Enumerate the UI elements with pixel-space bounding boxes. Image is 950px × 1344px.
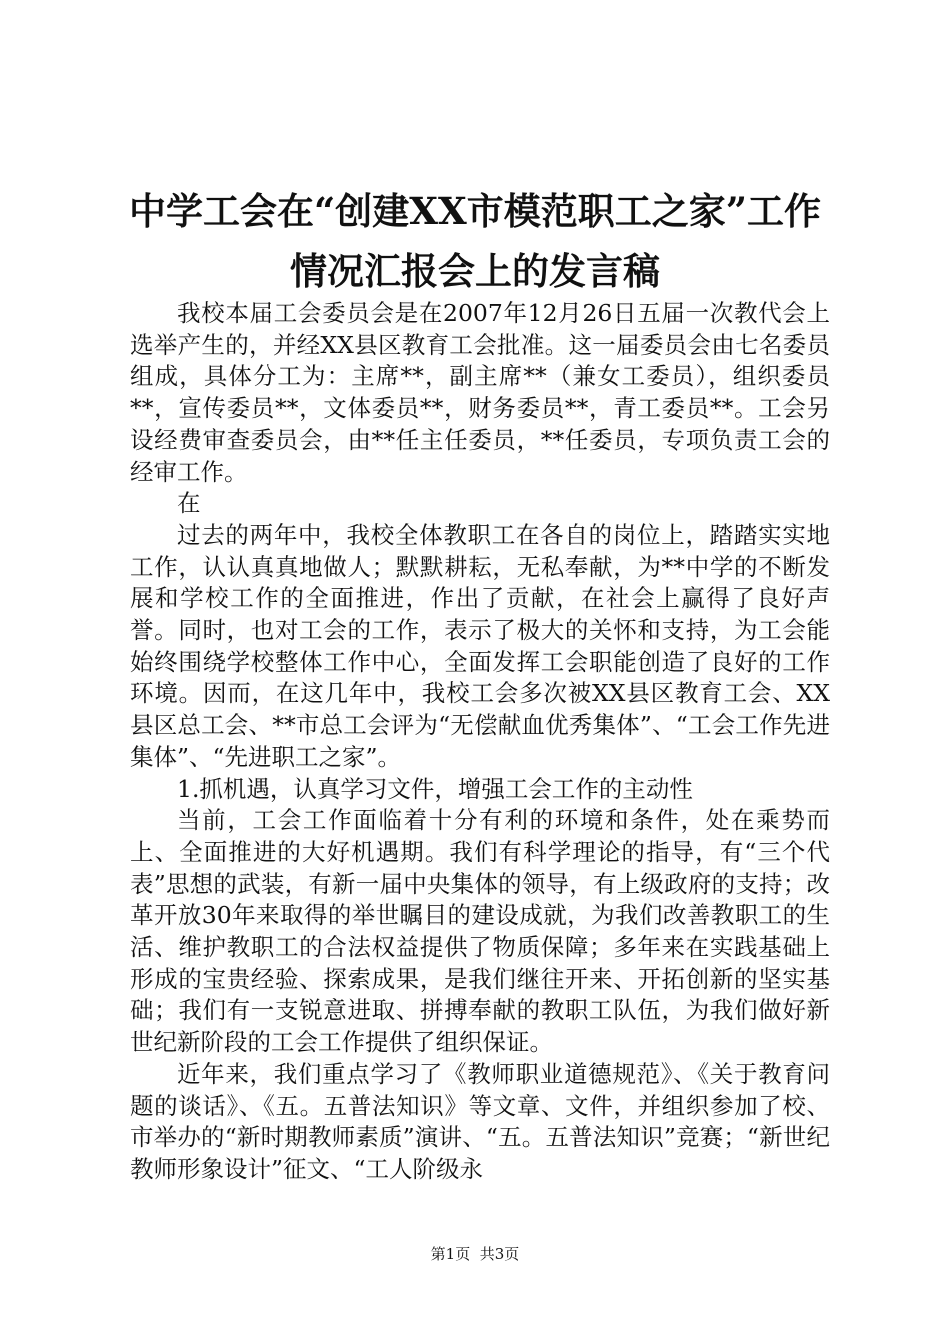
paragraph: 近年来，我们重点学习了《教师职业道德规范》、《关于教育问题的谈话》、《五。五普法知识》等文章、文件，并组织参加了校、市举办的“新时期教师素质”演讲、“五。五普法知识”竞赛；“新世纪教师形象设计”征文、“工人阶级永 xyxy=(130,1059,830,1183)
document-title-line-2: 情况汇报会上的发言稿 xyxy=(290,249,660,293)
page-total: 共3页 xyxy=(479,1245,520,1263)
document-title-line-1: 中学工会在“创建XX市模范职工之家”工作 xyxy=(129,189,821,233)
paragraph: 在 xyxy=(177,489,201,518)
paragraph: 当前，工会工作面临着十分有利的环境和条件，处在乘势而上、全面推进的大好机遇期。我们有科学理论的指导，有“三个代表”思想的武装，有新一届中央集体的领导，有上级政府的支持；改革开放30年来取得的举世瞩目的建设成就，为我们改善教职工的生活、维护教职工的合法权益提供了物质保障；多年来在实践基础上形成的宝贵经验、探索成果，是我们继往开来、开拓创新的坚实基础；我们有一支锐意进取、拼搏奉献的教职工队伍，为我们做好新世纪新阶段的工会工作提供了组织保证。 xyxy=(130,806,830,1057)
paragraph: 我校本届工会委员会是在2007年12月26日五届一次教代会上选举产生的，并经XX县区教育工会批准。这一届委员会由七名委员组成，具体分工为：主席**，副主席**（兼女工委员），组织委员**，宣传委员**，文体委员**，财务委员**，青工委员**。工会另设经费审查委员会，由**任主任委员，**任委员，专项负责工会的经审工作。 xyxy=(130,299,830,486)
section-heading: 1.抓机遇，认真学习文件，增强工会工作的主动性 xyxy=(177,774,693,803)
paragraph: 过去的两年中，我校全体教职工在各自的岗位上，踏踏实实地工作，认认真真地做人；默默耕耘，无私奉献，为**中学的不断发展和学校工作的全面推进，作出了贡献，在社会上赢得了良好声誉。同时，也对工会的工作，表示了极大的关怀和支持，为工会能始终围绕学校整体工作中心，全面发挥工会职能创造了良好的工作环境。因而，在这几年中，我校工会多次被XX县区教育工会、XX县区总工会、**市总工会评为“无偿献血优秀集体”、“工会工作先进集体”、“先进职工之家”。 xyxy=(130,520,830,771)
footer-separator xyxy=(470,1245,480,1263)
document-body xyxy=(130,298,830,1186)
page-footer xyxy=(0,1244,950,1264)
page-number: 第1页 xyxy=(430,1245,471,1263)
